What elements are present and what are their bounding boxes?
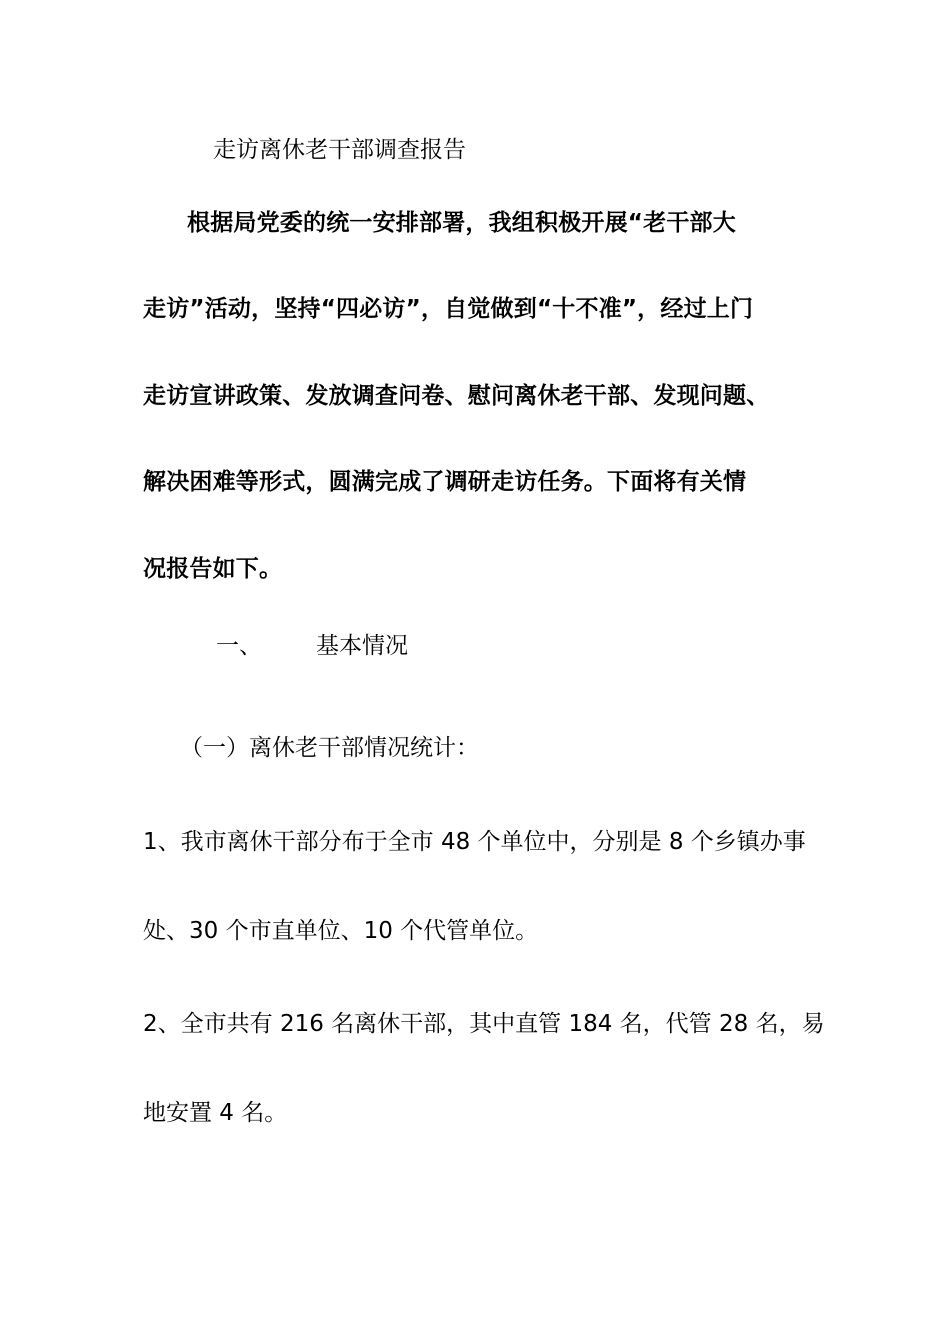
intro-line-4: 解决困难等形式，圆满完成了调研走访任务。下面将有关情 <box>143 469 747 495</box>
section-number: 一、 <box>216 633 262 659</box>
intro-line-1: 根据局党委的统一安排部署，我组积极开展“老干部大 <box>187 210 736 236</box>
item-2-line-2: 地安置 4 名。 <box>143 1100 288 1126</box>
section-title: 基本情况 <box>316 633 408 659</box>
item-2-line-1: 2、全市共有 216 名离休干部，其中直管 184 名，代管 28 名，易 <box>143 1011 825 1037</box>
intro-line-5: 况报告如下。 <box>143 556 283 582</box>
item-1-line-2: 处、30 个市直单位、10 个代管单位。 <box>143 918 539 944</box>
item-1-line-1: 1、我市离休干部分布于全市 48 个单位中，分别是 8 个乡镇办事 <box>143 829 806 855</box>
document-title: 走访离休老干部调查报告 <box>213 137 466 163</box>
subsection-title: （一）离休老干部情况统计： <box>180 735 479 761</box>
intro-line-2: 走访”活动，坚持“四必访”，自觉做到“十不准”，经过上门 <box>143 296 754 322</box>
intro-line-3: 走访宣讲政策、发放调查问卷、慰问离休老干部、发现问题、 <box>143 383 770 409</box>
